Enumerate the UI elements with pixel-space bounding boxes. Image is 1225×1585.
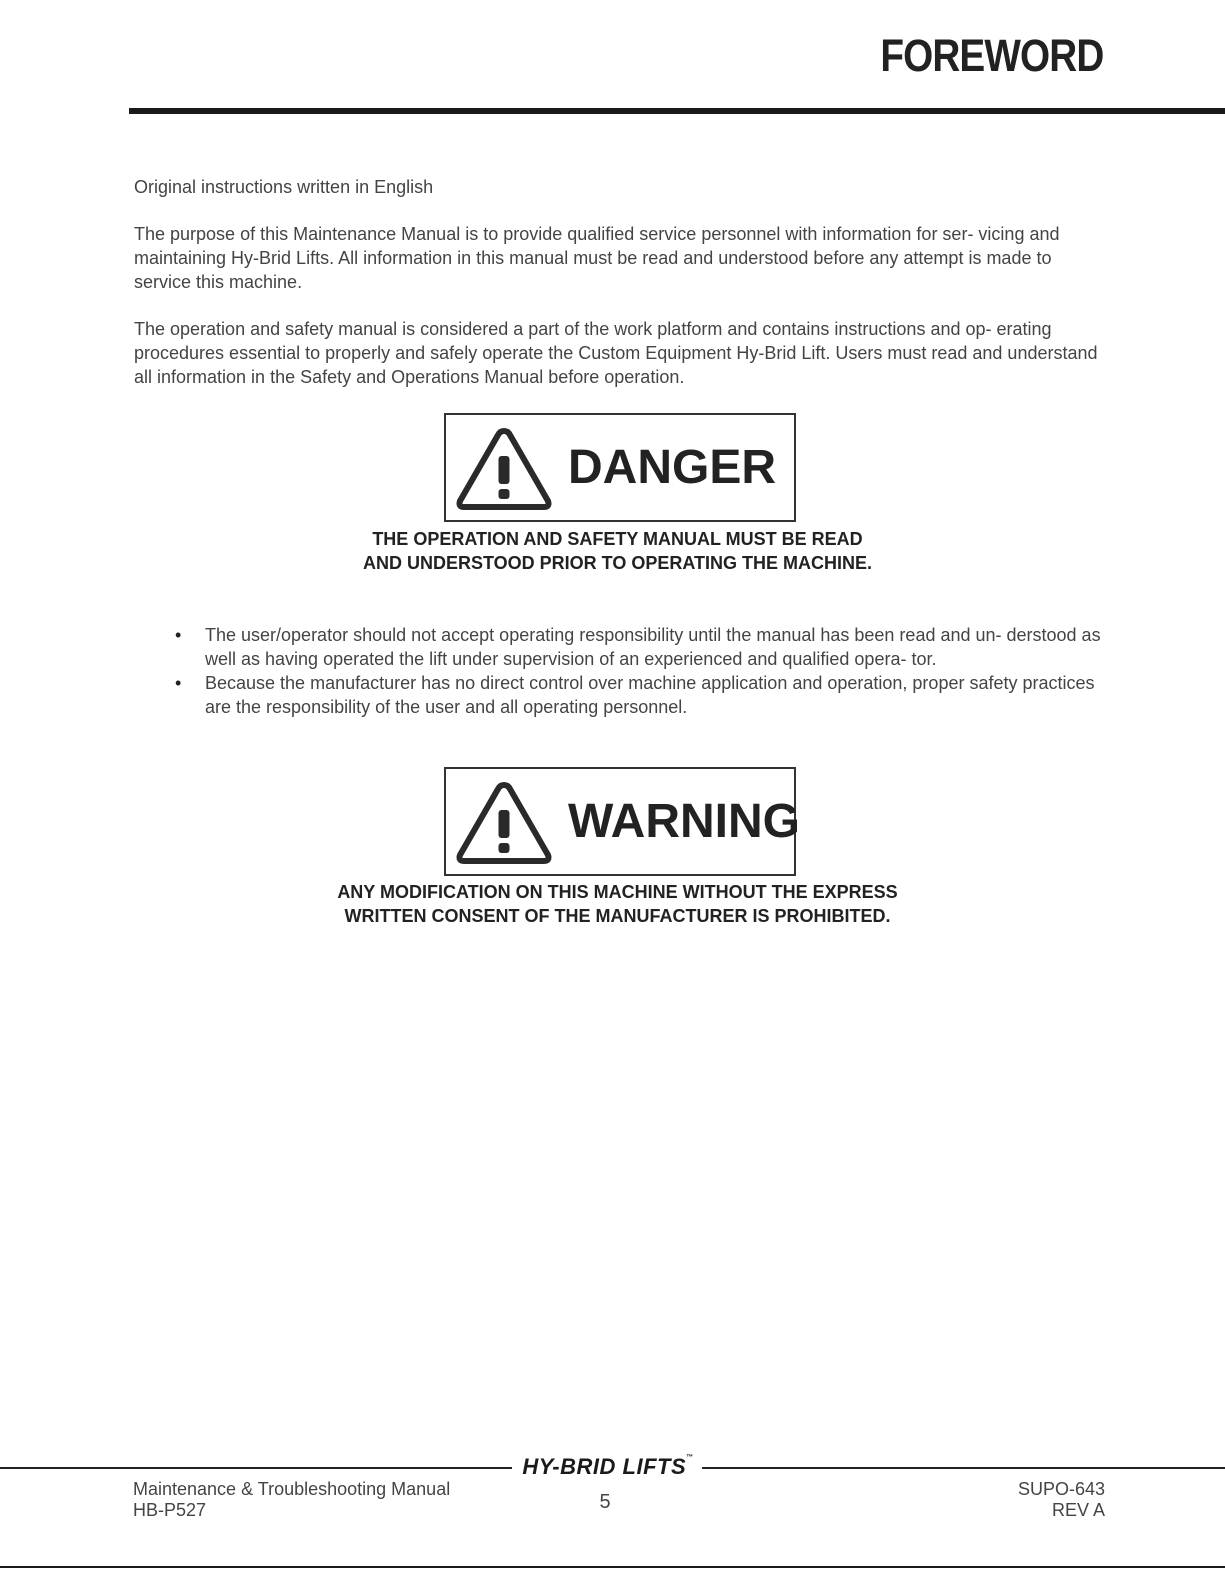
danger-caption [200,527,1035,575]
bullet-text: The user/operator should not accept operating responsibility until the manual has been read and un- derstood as well as having operated the lift under supervision of an experienced and qualified opera- tor. [205,625,1101,669]
danger-sign [444,413,796,522]
brand-logo [518,1454,698,1480]
title-divider [129,108,1225,114]
footer-divider [0,1467,512,1469]
page-number: 5 [599,1491,611,1513]
warning-triangle-icon [454,423,554,513]
bullet-marker: • [175,673,182,693]
revision-label: REV A [1051,1500,1105,1520]
operation-manual-paragraph: The operation and safety manual is considered a part of the work platform and contains instructions and op- erating procedures essential to properly and safely operate the Custom Equipment Hy-Brid Lift. Users must read and understand all information in the Safety and Operations Manual before operation. [134,319,1098,387]
purpose-paragraph: The purpose of this Maintenance Manual is to provide qualified service personnel with information for ser- vicing and maintaining Hy-Brid Lifts. All information in this manual must be read and understood before any attempt is made to service this machine. [134,224,1060,292]
warning-triangle-icon [454,777,554,867]
danger-caption-line: AND UNDERSTOOD PRIOR TO OPERATING THE MACHINE. [362,553,873,573]
list-item [175,671,1105,719]
safety-bullet-list [175,623,1105,719]
document-number: SUPO-643 [1017,1479,1105,1499]
page-title: FOREWORD [879,30,1103,81]
warning-caption [200,880,1035,928]
footer-manual-info [133,1479,450,1521]
bullet-text: Because the manufacturer has no direct control over machine application and operation, proper safety practices are the responsibility of the user and all operating personnel. [205,673,1095,717]
list-item [175,623,1105,671]
brand-logo-text: HY-BRID LIFTS [522,1454,687,1479]
bullet-marker: • [175,625,182,645]
warning-caption-line: ANY MODIFICATION ON THIS MACHINE WITHOUT THE EXPRESS [337,882,898,902]
manual-name: Maintenance & Troubleshooting Manual [133,1479,451,1499]
warning-label: WARNING [568,795,800,848]
danger-label: DANGER [568,441,777,494]
trademark-mark: ™ [686,1454,694,1461]
danger-caption-line: THE OPERATION AND SAFETY MANUAL MUST BE READ [372,529,863,549]
original-language-note: Original instructions written in English [134,177,434,197]
warning-sign [444,767,800,876]
footer-doc-info [1018,1479,1105,1521]
warning-caption-line: WRITTEN CONSENT OF THE MANUFACTURER IS PROHIBITED. [344,906,891,926]
model-number: HB-P527 [133,1500,207,1520]
footer-divider [702,1467,1225,1469]
page-bottom-edge [0,1566,1225,1568]
